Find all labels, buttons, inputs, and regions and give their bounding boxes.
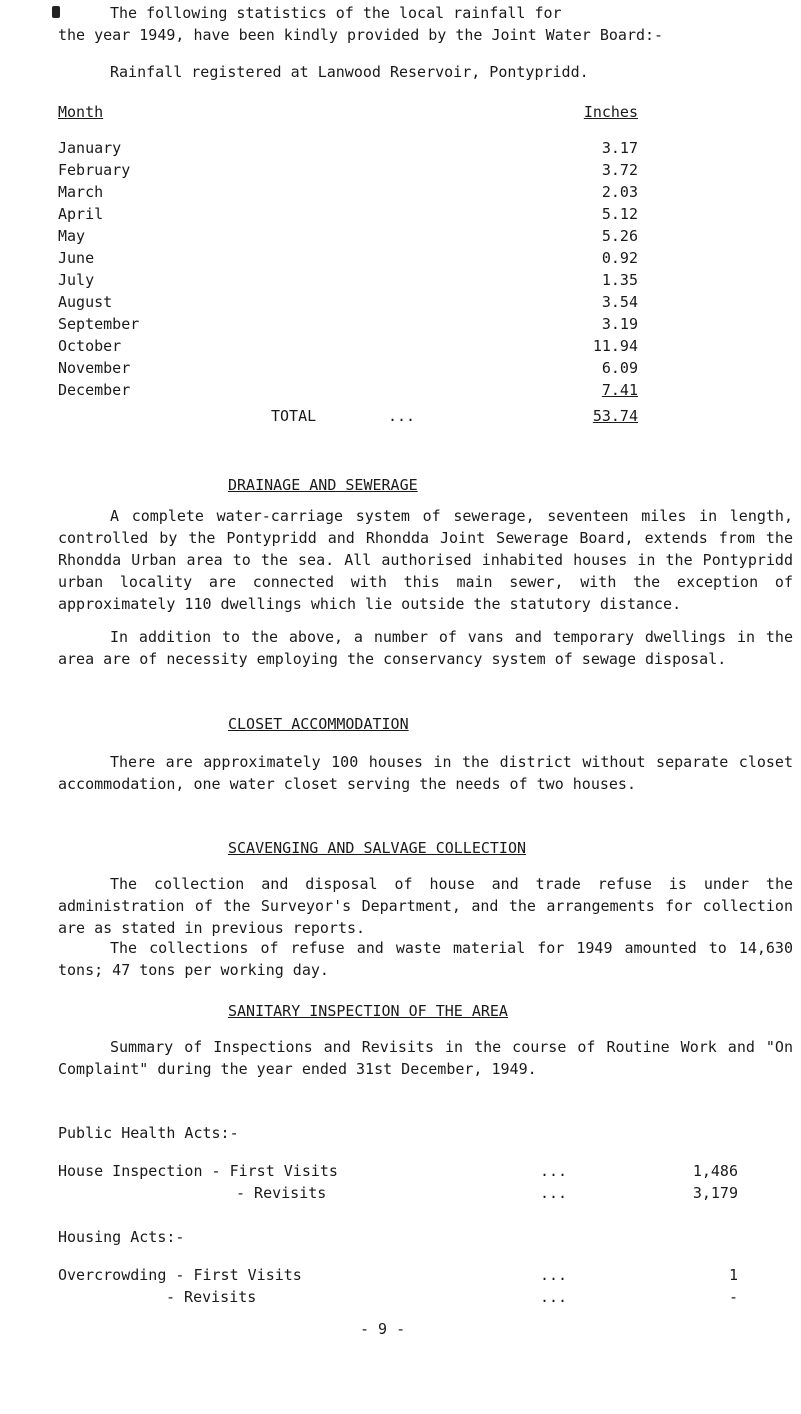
col-inches-header: Inches xyxy=(583,103,638,121)
total-label: TOTAL xyxy=(271,407,317,425)
rainfall-row xyxy=(58,269,638,291)
house-inspection-label: House Inspection - First Visits xyxy=(58,1162,338,1180)
rainfall-total-row xyxy=(58,405,638,427)
intro-line-1: The following statistics of the local rainfall for xyxy=(110,4,562,22)
overcrowding-label: Overcrowding - First Visits xyxy=(58,1266,302,1284)
rainfall-month: March xyxy=(58,183,104,201)
overcrowding-first-visits-value: 1 xyxy=(728,1266,738,1284)
rainfall-inches: 3.17 xyxy=(601,139,638,157)
rainfall-row xyxy=(58,291,638,313)
rainfall-inches: 3.54 xyxy=(601,293,638,311)
public-health-first-visits-row xyxy=(58,1160,738,1182)
public-health-label: Public Health Acts:- xyxy=(58,1124,239,1142)
rainfall-month: August xyxy=(58,293,113,311)
rainfall-month: December xyxy=(58,381,131,399)
col-month-header: Month xyxy=(58,103,104,121)
rainfall-header-row xyxy=(58,101,638,123)
rainfall-inches: 3.19 xyxy=(601,315,638,333)
closet-paragraph xyxy=(58,751,793,795)
rainfall-month: April xyxy=(58,205,104,223)
rainfall-row xyxy=(58,137,638,159)
rainfall-inches: 6.09 xyxy=(601,359,638,377)
rainfall-row xyxy=(58,225,638,247)
drainage-paragraph-1 xyxy=(58,505,793,615)
rainfall-month: September xyxy=(58,315,140,333)
rainfall-row xyxy=(58,313,638,335)
rainfall-inches: 11.94 xyxy=(592,337,638,355)
rainfall-row xyxy=(58,181,638,203)
rainfall-inches: 5.26 xyxy=(601,227,638,245)
overcrowding-first-visits-row xyxy=(58,1264,738,1286)
sanitary-paragraph xyxy=(58,1036,793,1080)
rainfall-row xyxy=(58,203,638,225)
overcrowding-revisits-row xyxy=(58,1286,738,1308)
rainfall-inches: 7.41 xyxy=(601,381,638,399)
sanitary-text: Summary of Inspections and Revisits in the course of Routine Work and "On Complaint" during the year ended 31st December, 1949. xyxy=(58,1038,793,1078)
intro-line-2: the year 1949, have been kindly provided by the Joint Water Board:- xyxy=(58,26,664,44)
overcrowding-revisits-label: - Revisits xyxy=(166,1288,257,1306)
rainfall-rows xyxy=(58,137,638,401)
rainfall-row xyxy=(58,379,638,401)
scavenging-text-2: The collections of refuse and waste material for 1949 amounted to 14,630 tons; 47 tons per working day. xyxy=(58,939,793,979)
housing-acts-label: Housing Acts:- xyxy=(58,1228,185,1246)
rainfall-month: January xyxy=(58,139,122,157)
dots: ... xyxy=(540,1162,568,1180)
scavenging-heading: SCAVENGING AND SALVAGE COLLECTION xyxy=(228,839,527,857)
scavenging-paragraph-1 xyxy=(58,873,793,939)
dots: ... xyxy=(540,1184,568,1202)
rainfall-month: October xyxy=(58,337,122,355)
scavenging-paragraph-2 xyxy=(58,937,793,981)
overcrowding-revisits-value: - xyxy=(728,1288,738,1306)
rainfall-inches: 2.03 xyxy=(601,183,638,201)
punch-mark xyxy=(52,6,60,18)
rainfall-row xyxy=(58,335,638,357)
rainfall-inches: 3.72 xyxy=(601,161,638,179)
closet-heading: CLOSET ACCOMMODATION xyxy=(228,715,409,733)
dots: ... xyxy=(540,1288,568,1306)
rainfall-inches: 5.12 xyxy=(601,205,638,223)
rainfall-caption: Rainfall registered at Lanwood Reservoir, Pontypridd. xyxy=(110,63,589,81)
rainfall-row xyxy=(58,159,638,181)
rainfall-row xyxy=(58,357,638,379)
rainfall-table xyxy=(58,101,638,427)
first-visits-value: 1,486 xyxy=(692,1162,738,1180)
revisits-value: 3,179 xyxy=(692,1184,738,1202)
drainage-paragraph-2 xyxy=(58,626,793,670)
drainage-heading: DRAINAGE AND SEWERAGE xyxy=(228,476,418,494)
revisits-label: - Revisits xyxy=(236,1184,327,1202)
drainage-text-1: A complete water-carriage system of sewerage, seventeen miles in length, controlled by the Pontypridd and Rhondda Joint Sewerage Board, extends from the Rhondda Urban area to the sea. All authorised inhabited houses in the Pontypridd urban locality are connected with this main sewer, with the exception of approximately 110 dwellings which lie outside the statutory distance. xyxy=(58,507,793,613)
rainfall-inches: 0.92 xyxy=(601,249,638,267)
public-health-revisits-row xyxy=(58,1182,738,1204)
scavenging-text-1: The collection and disposal of house and trade refuse is under the administration of the Surveyor's Department, and the arrangements for collection are as stated in previous reports. xyxy=(58,875,793,937)
rainfall-inches: 1.35 xyxy=(601,271,638,289)
rainfall-month: July xyxy=(58,271,95,289)
rainfall-month: May xyxy=(58,227,86,245)
rainfall-month: November xyxy=(58,359,131,377)
rainfall-month: February xyxy=(58,161,131,179)
drainage-text-2: In addition to the above, a number of vans and temporary dwellings in the area are of necessity employing the conservancy system of sewage disposal. xyxy=(58,628,793,668)
sanitary-heading: SANITARY INSPECTION OF THE AREA xyxy=(228,1002,508,1020)
dots: ... xyxy=(540,1266,568,1284)
closet-text: There are approximately 100 houses in the district without separate closet accommodation, one water closet serving the needs of two houses. xyxy=(58,753,793,793)
rainfall-month: June xyxy=(58,249,95,267)
page-number: - 9 - xyxy=(360,1320,406,1338)
total-dots: ... xyxy=(388,407,416,425)
total-value: 53.74 xyxy=(592,407,638,425)
rainfall-row xyxy=(58,247,638,269)
